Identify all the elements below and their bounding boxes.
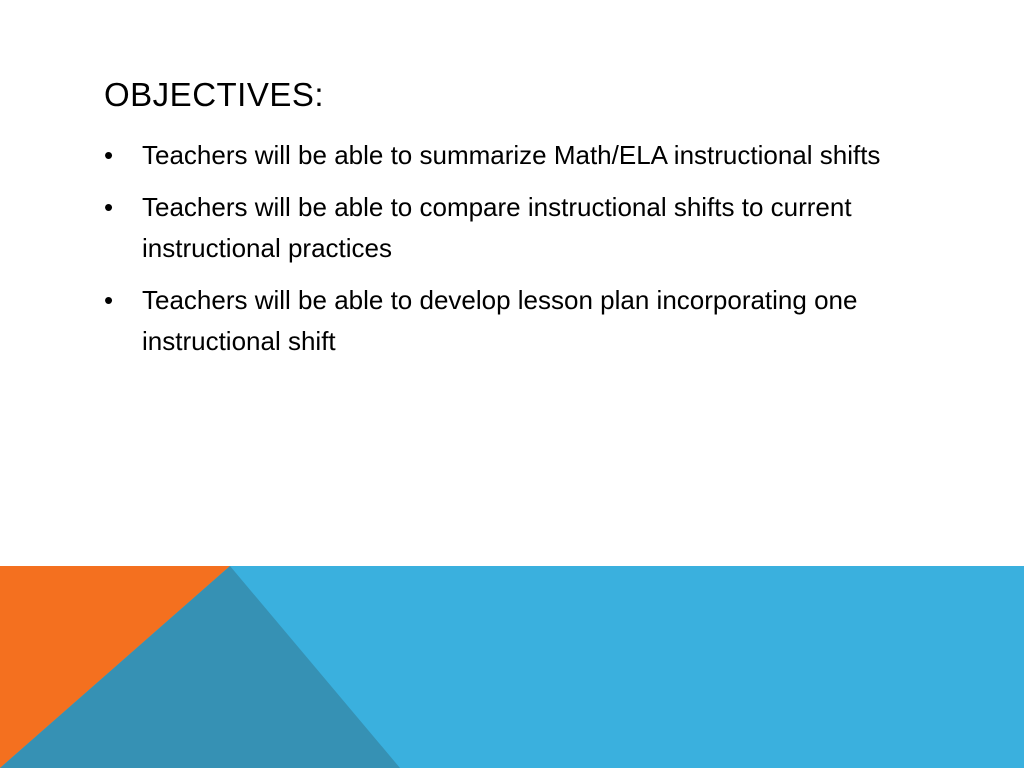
bullet-text: Teachers will be able to compare instructional shifts to current instructional practices	[142, 192, 852, 263]
list-item	[104, 135, 964, 176]
bullet-marker: •	[104, 140, 114, 170]
slide-title: OBJECTIVES:	[104, 76, 325, 113]
bullet-marker: •	[104, 285, 114, 315]
decorative-footer-band	[0, 566, 1024, 768]
bullet-text: Teachers will be able to summarize Math/ELA instructional shifts	[142, 140, 881, 170]
bullet-text: Teachers will be able to develop lesson plan incorporating one instructional shift	[142, 285, 858, 356]
footer-shapes	[0, 566, 1024, 768]
objectives-list	[104, 135, 964, 373]
bullet-marker: •	[104, 192, 114, 222]
list-item	[104, 187, 964, 269]
list-item	[104, 280, 964, 362]
